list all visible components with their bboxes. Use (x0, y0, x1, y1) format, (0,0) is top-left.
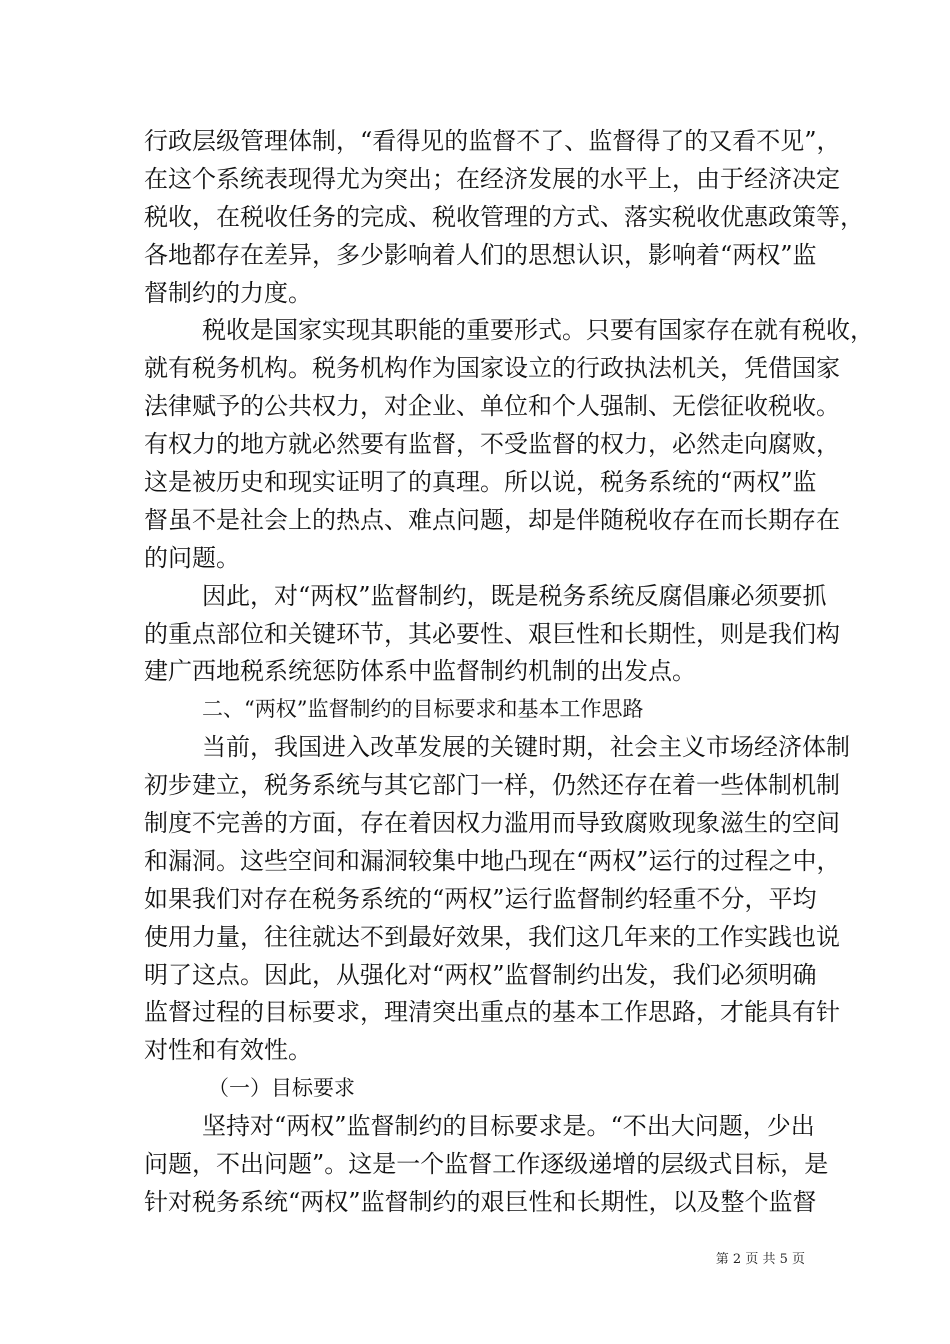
text-line: 税收是国家实现其职能的重要形式。只要有国家存在就有税收， (202, 316, 874, 345)
section-heading: （一）目标要求 (208, 1076, 355, 1101)
text-line: 这是被历史和现实证明了的真理。所以说，税务系统的“两权”监 (144, 468, 817, 497)
text-line: 明了这点。因此，从强化对“两权”监督制约出发，我们必须明确 (144, 960, 817, 989)
text-line: 如果我们对存在税务系统的“两权”运行监督制约轻重不分，平均 (144, 884, 817, 913)
text-line: 行政层级管理体制，“看得见的监督不了、监督得了的又看不见”， (144, 127, 841, 155)
text-line: 督制约的力度。 (144, 278, 312, 307)
text-line: 问题，不出问题”。这是一个监督工作逐级递增的层级式目标，是 (144, 1150, 829, 1179)
text-line: 督虽不是社会上的热点、难点问题，却是伴随税收存在而长期存在 (144, 505, 840, 534)
text-line: 对性和有效性。 (144, 1036, 312, 1065)
page-number: 第 2 页 共 5 页 (715, 1252, 805, 1267)
text-line: 建广西地税系统惩防体系中监督制约机制的出发点。 (144, 657, 696, 686)
text-line: 坚持对“两权”监督制约的目标要求是。“不出大问题，少出 (202, 1112, 815, 1141)
text-line: 制度不完善的方面，存在着因权力滥用而导致腐败现象滋生的空间 (144, 809, 840, 838)
body-text (144, 123, 874, 1222)
text-line: 针对税务系统“两权”监督制约的艰巨性和长期性，以及整个监督 (144, 1187, 817, 1216)
text-line: 监督过程的目标要求，理清突出重点的基本工作思路，才能具有针 (144, 998, 840, 1027)
text-line: 有权力的地方就必然要有监督，不受监督的权力，必然走向腐败， (144, 430, 840, 459)
text-line: 和漏洞。这些空间和漏洞较集中地凸现在“两权”运行的过程之中， (144, 846, 841, 875)
text-line: 初步建立，税务系统与其它部门一样，仍然还存在着一些体制机制 (144, 771, 840, 800)
text-line: 的问题。 (144, 543, 240, 572)
text-line: 的重点部位和关键环节，其必要性、艰巨性和长期性，则是我们构 (144, 619, 840, 648)
section-heading: 二、“两权”监督制约的目标要求和基本工作思路 (202, 697, 644, 722)
text-line: 因此，对“两权”监督制约，既是税务系统反腐倡廉必须要抓 (202, 581, 827, 610)
text-line: 使用力量，往往就达不到最好效果，我们这几年来的工作实践也说 (144, 922, 840, 951)
text-line: 法律赋予的公共权力，对企业、单位和个人强制、无偿征收税收。 (144, 392, 840, 421)
text-line: 就有税务机构。税务机构作为国家设立的行政执法机关，凭借国家 (144, 354, 840, 383)
text-line: 在这个系统表现得尤为突出；在经济发展的水平上，由于经济决定 (144, 164, 840, 193)
text-line: 各地都存在差异，多少影响着人们的思想认识，影响着“两权”监 (144, 240, 817, 269)
text-line: 当前，我国进入改革发展的关键时期，社会主义市场经济体制 (202, 733, 850, 762)
text-line: 税收，在税收任务的完成、税收管理的方式、落实税收优惠政策等， (144, 202, 864, 231)
